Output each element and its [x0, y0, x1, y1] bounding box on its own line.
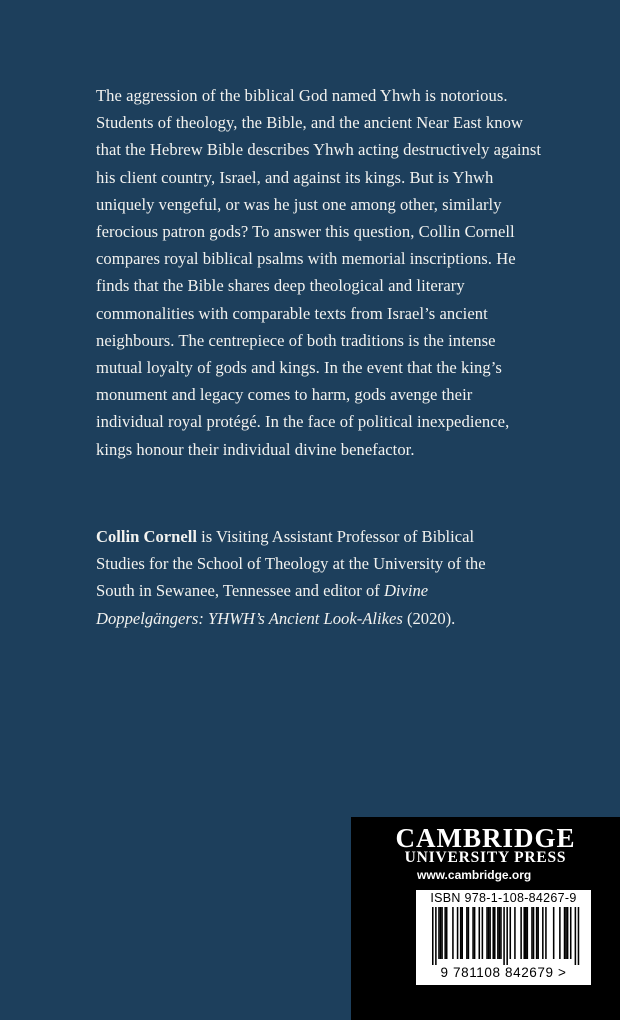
- barcode-bar: [536, 907, 538, 959]
- barcode-bar: [499, 907, 501, 959]
- publisher-logo-name: CAMBRIDGE: [395, 823, 576, 853]
- barcode-bar: [497, 907, 499, 959]
- barcode-bar: [468, 907, 470, 959]
- isbn-label: ISBN 978-1-108-84267-9: [430, 891, 577, 905]
- barcode-bars: [422, 907, 585, 965]
- barcode-bar: [441, 907, 443, 959]
- barcode-bar: [537, 907, 539, 959]
- barcode-bar: [510, 907, 512, 959]
- barcode-bar: [466, 907, 468, 959]
- barcode-bar: [570, 907, 572, 959]
- barcode-bar: [523, 907, 525, 959]
- barcode-bar: [500, 907, 502, 959]
- barcode-bar: [482, 907, 484, 959]
- author-name: Collin Cornell: [96, 527, 197, 546]
- barcode-bar: [461, 907, 463, 959]
- barcode-bar: [444, 907, 446, 959]
- barcode-bar: [553, 907, 555, 959]
- barcode-bar: [527, 907, 529, 959]
- barcode-bar: [432, 907, 434, 965]
- prior-book-title: Divine Doppelgängers: YHWH’s Ancient Look-Alikes: [96, 581, 429, 628]
- barcode-bar: [489, 907, 491, 959]
- author-bio-text: is Visiting Assistant Professor of Biblical Studies for the School of Theology at the University of the South in Sewanee, Tennessee and editor of: [96, 527, 486, 601]
- barcode-bar: [533, 907, 535, 959]
- publisher-website: www.cambridge.org: [417, 868, 532, 882]
- barcode-bar: [531, 907, 533, 959]
- barcode-bar: [520, 907, 522, 959]
- barcode-bar: [479, 907, 481, 959]
- barcode-bar: [474, 907, 476, 959]
- barcode-bar: [438, 907, 440, 959]
- barcode-bar: [503, 907, 505, 965]
- barcode-bar: [578, 907, 580, 965]
- barcode-bar: [452, 907, 454, 959]
- isbn-barcode: [416, 890, 591, 985]
- barcode-bar: [472, 907, 474, 959]
- barcode-bar: [567, 907, 569, 959]
- barcode-bar: [514, 907, 516, 959]
- barcode-bar: [460, 907, 462, 959]
- barcode-bar: [494, 907, 496, 959]
- barcode-bar: [575, 907, 577, 965]
- barcode-digits: 9 781108 842679 >: [440, 965, 567, 980]
- barcode-bar: [457, 907, 459, 959]
- barcode-bar: [559, 907, 561, 959]
- barcode-bar: [488, 907, 490, 959]
- barcode-bar: [525, 907, 527, 959]
- barcode-bar: [506, 907, 508, 965]
- barcode-bar: [486, 907, 488, 959]
- barcode-bar: [440, 907, 442, 959]
- author-bio: [96, 523, 526, 632]
- barcode-bar: [564, 907, 566, 959]
- publisher-logo-subtitle: UNIVERSITY PRESS: [404, 849, 567, 866]
- barcode-bar: [565, 907, 567, 959]
- barcode-bar: [545, 907, 547, 959]
- barcode-bar: [492, 907, 494, 959]
- barcode-bar: [435, 907, 437, 965]
- barcode-bar: [446, 907, 448, 959]
- author-bio-year: (2020).: [402, 608, 456, 628]
- back-cover-blurb: The aggression of the biblical God named Yhwh is notorious. Students of theology, the Bible, and the ancient Near East know that the Hebrew Bible describes Yhwh acting destructively against his client country, Israel, and against its kings. But is Yhwh uniquely vengeful, or was he just one among other, similarly ferocious patron gods? To answer this question, Collin Cornell compares royal biblical psalms with memorial inscriptions. He finds that the Bible shares deep theological and literary commonalities with comparable texts from Israel’s ancient neighbours. The centrepiece of both traditions is the intense mutual loyalty of gods and kings. In the event that the king’s monument and legacy comes to harm, gods avenge their individual royal protégé. In the face of political inexpedience, kings honour their individual divine benefactor.: [96, 86, 542, 459]
- barcode-bar: [542, 907, 544, 959]
